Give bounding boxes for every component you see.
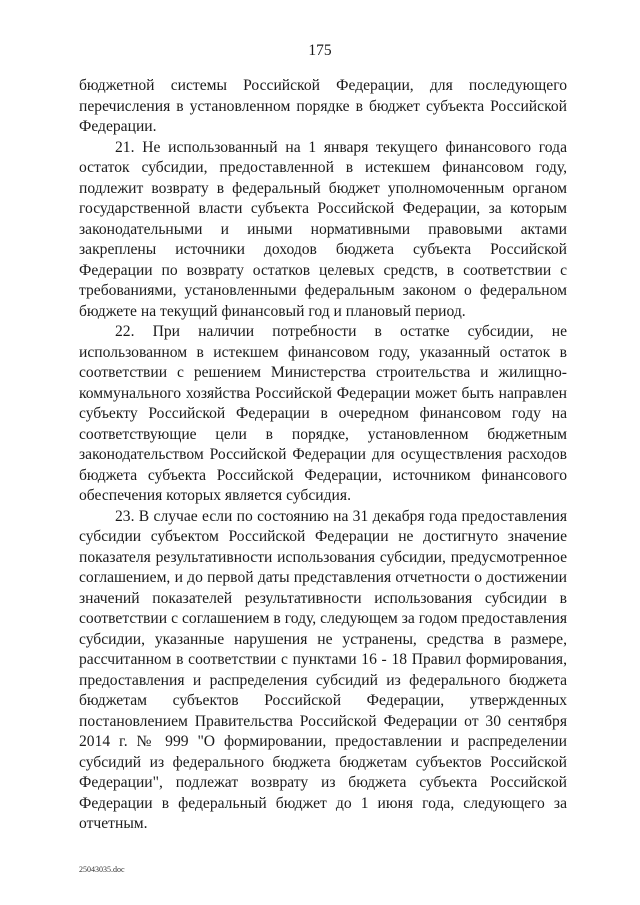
paragraph-23: 23. В случае если по состоянию на 31 декабря года предоставления субсидии субъектом Российской Федерации не достигнуто значение показателя результативности использования субсидии, предусмотренное соглашением, и до первой даты представления отчетности о достижении значений показателей результативности использования субсидии в соответствии с соглашением в году, следующем за годом предоставления субсидии, указанные нарушения не устранены, средства в размере, рассчитанном в соответствии с пунктами 16 - 18 Правил формирования, предоставления и распределения субсидий из федерального бюджета бюджетам субъектов Российской Федерации, утвержденных постановлением Правительства Российской Федерации от 30 сентября 2014 г. № 999 "О формировании, предоставлении и распределении субсидий из федерального бюджета бюджетам субъектов Российской Федерации", подлежат возврату из бюджета субъекта Российской Федерации в федеральный бюджет до 1 июня года, следующего за отчетным. [79, 507, 567, 832]
document-body [79, 76, 567, 835]
page-number: 175 [308, 42, 332, 59]
paragraph-continuation: бюджетной системы Российской Федерации, для последующего перечисления в установленном порядке в бюджет субъекта Российской Федерации. [79, 77, 567, 135]
paragraph-21: 21. Не использованный на 1 января текущего финансового года остаток субсидии, предоставленной в истекшем финансовом году, подлежит возврату в федеральный бюджет уполномоченным органом государственной власти субъекта Российской Федерации, за которым законодательными и иными нормативными правовыми актами закреплены источники доходов бюджета субъекта Российской Федерации по возврату остатков целевых средств, в соответствии с требованиями, установленными федеральным законом о федеральном бюджете на текущий финансовый год и плановый период. [79, 138, 567, 320]
document-file-name: 25043035.doc [79, 865, 125, 874]
paragraph-22: 22. При наличии потребности в остатке субсидии, не использованном в истекшем финансовом году, указанный остаток в соответствии с решением Министерства строительства и жилищно-коммунального хозяйства Российской Федерации может быть направлен субъекту Российской Федерации в очередном финансовом году на соответствующие цели в порядке, установленном бюджетным законодательством Российской Федерации для осуществления расходов бюджета субъекта Российской Федерации, источником финансового обеспечения которых является субсидия. [79, 323, 567, 504]
